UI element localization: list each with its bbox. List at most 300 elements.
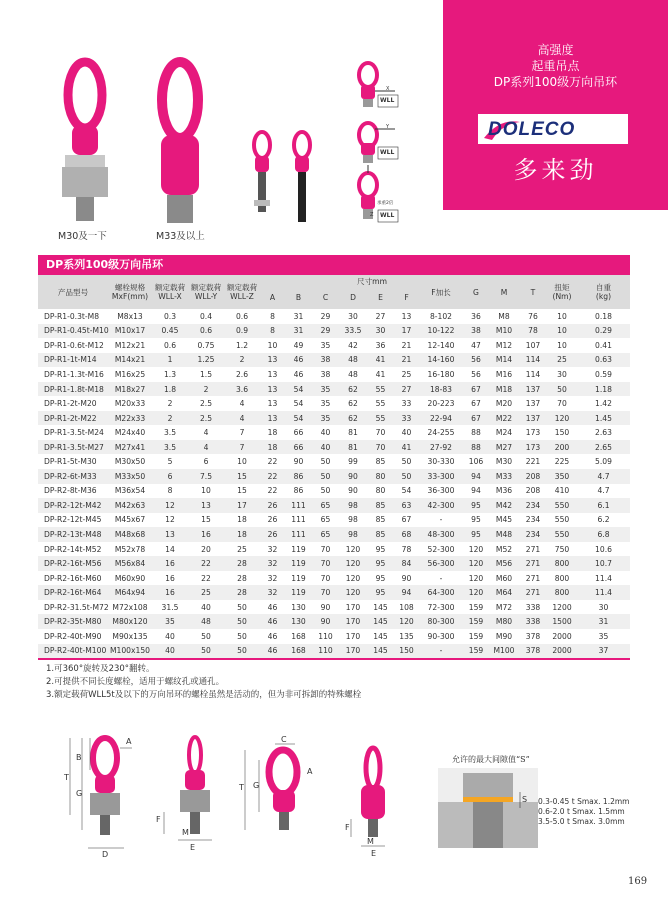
table-cell: 159	[463, 644, 489, 659]
table-cell: 42	[348, 340, 358, 350]
dim-g-3: G	[253, 781, 260, 790]
table-cell: 40	[401, 428, 412, 438]
table-cell: 0.3	[163, 311, 177, 321]
dim-m-2: M	[182, 828, 189, 837]
table-cell: 50	[224, 644, 260, 659]
table-cell: 18-83	[419, 382, 463, 397]
table-cell: 65	[312, 498, 339, 513]
table-cell: 0.45	[152, 324, 188, 339]
dimension-diagram-4	[345, 740, 425, 860]
table-cell: 168	[285, 644, 312, 659]
table-cell: 8	[260, 324, 285, 339]
table-cell: 54	[285, 382, 312, 397]
table-cell: 410	[554, 486, 570, 496]
table-cell: 70	[312, 556, 339, 571]
table-cell: 98	[348, 515, 358, 525]
table-cell: 3.5	[163, 428, 177, 438]
table-cell: 95	[471, 515, 481, 525]
table-cell: 35	[312, 411, 339, 426]
table-cell: 24-255	[427, 428, 455, 438]
table-cell: 234	[519, 527, 547, 542]
table-cell: 80	[375, 486, 386, 496]
table-cell: 107	[525, 340, 541, 350]
table-cell: 1.25	[188, 353, 224, 368]
table-cell: 46	[260, 644, 285, 659]
table-cell: DP-R1-1.8t-M18	[38, 382, 108, 397]
table-cell: 65	[320, 515, 331, 525]
table-cell: 378	[525, 631, 541, 641]
axis-y-label: Y	[386, 124, 390, 130]
table-cell: DP-R2-14t-M52	[44, 544, 102, 554]
table-cell: 800	[547, 556, 577, 571]
table-cell: M64	[489, 585, 519, 600]
table-cell: 46	[267, 602, 278, 612]
col-header-9	[357, 275, 394, 309]
table-cell: 35	[320, 340, 331, 350]
table-cell: DP-R2-16t-M64	[38, 585, 108, 600]
dim-f-4: F	[345, 823, 350, 832]
table-cell: 27	[375, 311, 386, 321]
table-cell: 119	[285, 556, 312, 571]
table-cell: 750	[554, 544, 570, 554]
table-cell: 28	[224, 556, 260, 571]
table-cell: 120	[463, 585, 489, 600]
table-cell: 80	[367, 469, 394, 484]
table-cell: -	[419, 644, 463, 659]
table-cell: 50	[320, 457, 331, 467]
col-header-16: 自重 (kg)	[577, 275, 630, 309]
table-cell: 1500	[547, 614, 577, 629]
table-cell: 159	[463, 614, 489, 629]
table-cell: 110	[318, 631, 333, 641]
table-cell: 10	[557, 311, 567, 321]
table-cell: M18x27	[108, 382, 152, 397]
dim-m-4: M	[367, 837, 374, 846]
table-cell: 66	[285, 440, 312, 455]
table-cell: 8	[167, 486, 173, 496]
table-cell: 85	[375, 515, 386, 525]
table-cell: 13	[260, 382, 285, 397]
z-note: 承重2倍	[377, 201, 394, 206]
table-cell: 2	[152, 411, 188, 426]
table-cell: 38	[463, 324, 489, 339]
table-cell: 50	[224, 614, 260, 629]
table-cell: 20	[201, 544, 211, 554]
table-cell: 35	[598, 631, 609, 641]
table-cell: 85	[367, 498, 394, 513]
table-cell: 36	[375, 340, 386, 350]
table-cell: 21	[401, 340, 412, 350]
product-image-long-bolt	[285, 130, 320, 225]
table-cell: 31	[293, 311, 304, 321]
table-cell: M18	[489, 382, 519, 397]
table-cell: DP-R2-13t-M48	[38, 527, 108, 542]
table-cell: 55	[375, 399, 386, 409]
table-cell: M8x13	[117, 311, 143, 321]
table-cell: 4	[239, 399, 245, 409]
table-cell: 33.5	[339, 324, 367, 339]
table-cell: 6	[203, 457, 209, 467]
table-cell: M24	[495, 428, 513, 438]
col-header-2: 额定载荷 WLL-X	[152, 275, 188, 309]
table-cell: 85	[367, 527, 394, 542]
table-cell: 4.7	[577, 469, 630, 484]
table-cell: 94	[463, 469, 489, 484]
table-cell: 46	[285, 353, 312, 368]
dim-e-2: E	[190, 843, 196, 852]
table-cell: 33	[394, 411, 419, 426]
table-cell: 32	[267, 544, 278, 554]
table-cell: 54	[401, 486, 412, 496]
table-cell: 1.8	[152, 382, 188, 397]
brand-name-cn: 多来劲	[513, 156, 598, 184]
wll-x-label: WLL	[380, 97, 395, 104]
table-cell: 0.75	[197, 340, 215, 350]
table-cell: M8	[498, 311, 510, 321]
table-cell: 47	[471, 340, 481, 350]
table-cell: 0.63	[577, 353, 630, 368]
axis-z-label: Z	[370, 212, 374, 218]
spec-table	[38, 275, 630, 658]
table-cell: 2000	[552, 631, 572, 641]
table-cell: 1200	[552, 602, 572, 612]
table-cell: 137	[525, 399, 541, 409]
table-cell: 800	[554, 573, 570, 583]
table-cell: 42-300	[419, 498, 463, 513]
table-cell: 208	[519, 469, 547, 484]
table-cell: 56-300	[419, 556, 463, 571]
table-cell: M22	[489, 411, 519, 426]
table-cell: 15	[237, 486, 247, 496]
table-cell: 94	[394, 585, 419, 600]
gap-val-3: Smax. 3.0mm	[572, 817, 625, 826]
table-row	[38, 513, 630, 528]
table-cell: DP-R1-2t-M22	[38, 411, 108, 426]
table-cell: M52	[495, 544, 513, 554]
table-cell: 70	[320, 573, 331, 583]
table-row	[38, 585, 630, 600]
table-cell: 31	[577, 614, 630, 629]
table-cell: M14x21	[108, 353, 152, 368]
table-cell: 98	[339, 527, 367, 542]
dim-g-1: G	[76, 789, 83, 798]
table-cell: 120	[394, 614, 419, 629]
table-cell: 6.1	[577, 498, 630, 513]
table-cell: 30	[367, 324, 394, 339]
table-cell: 32	[260, 556, 285, 571]
dim-c-3: C	[281, 735, 287, 744]
table-cell: 84	[394, 556, 419, 571]
table-cell: M80	[489, 614, 519, 629]
table-cell: 36-300	[427, 486, 455, 496]
table-cell: 111	[291, 515, 306, 525]
col-header-label: E	[378, 292, 383, 302]
table-cell: 70	[312, 585, 339, 600]
table-cell: 16	[165, 573, 175, 583]
table-cell: 90	[339, 469, 367, 484]
table-cell: DP-R2-6t-M33	[38, 469, 108, 484]
table-cell: M90	[495, 631, 513, 641]
table-cell: M48	[489, 527, 519, 542]
table-cell: 62	[339, 382, 367, 397]
table-cell: 18	[267, 428, 278, 438]
table-cell: M100	[489, 644, 519, 659]
table-cell: 550	[554, 515, 570, 525]
table-row	[38, 367, 630, 382]
table-cell: 271	[519, 585, 547, 600]
table-cell: 12	[165, 515, 175, 525]
table-cell: 6	[152, 469, 188, 484]
note-3: 3.额定载荷WLL5t及以下的万向吊环的螺栓虽然是活动的，但为非可拆卸的特殊螺栓	[46, 690, 362, 700]
col-header-13: M	[489, 275, 519, 309]
table-cell: 46	[293, 369, 304, 379]
table-cell: -	[439, 515, 443, 525]
table-cell: 145	[367, 614, 394, 629]
table-cell: 173	[519, 440, 547, 455]
table-cell: 14	[165, 544, 175, 554]
table-row	[38, 309, 630, 324]
col-header-4: 额定载荷 WLL-Z	[224, 275, 260, 309]
axis-x-label: X	[386, 86, 390, 92]
table-cell: 800	[547, 585, 577, 600]
dim-s: S	[522, 795, 528, 804]
col-header-1: 螺栓规格 MxF(mm)	[108, 275, 152, 309]
table-cell: 95	[367, 585, 394, 600]
brand-logo	[478, 114, 628, 144]
dimension-diagram-2	[150, 730, 240, 860]
table-cell: M12	[495, 340, 513, 350]
table-cell: 0.6	[235, 311, 249, 321]
table-cell: 111	[285, 498, 312, 513]
table-cell: 8-102	[429, 311, 453, 321]
table-cell: M60x90	[114, 573, 146, 583]
table-cell: 2.65	[577, 440, 630, 455]
table-cell: 550	[547, 527, 577, 542]
table-cell: 145	[367, 644, 394, 659]
dim-b-1: B	[76, 753, 82, 762]
table-cell: 54	[285, 411, 312, 426]
table-cell: 33	[401, 399, 412, 409]
table-cell: 40	[312, 440, 339, 455]
table-cell: DP-R1-3.5t-M24	[44, 428, 104, 438]
table-cell: 1.5	[199, 369, 213, 379]
table-cell: 15	[201, 515, 211, 525]
table-cell: M52x78	[114, 544, 146, 554]
table-cell: 271	[525, 544, 541, 554]
wll-y-label: WLL	[380, 149, 395, 156]
table-cell: 338	[519, 614, 547, 629]
table-cell: 95	[375, 544, 386, 554]
table-cell: 88	[471, 428, 481, 438]
table-cell: 85	[375, 457, 386, 467]
table-cell: 38	[312, 353, 339, 368]
table-cell: DP-R1-0.45t-M10	[38, 324, 108, 339]
table-cell: 26	[260, 498, 285, 513]
table-cell: 225	[554, 457, 570, 467]
table-cell: 114	[519, 353, 547, 368]
table-row	[38, 425, 630, 440]
table-cell: 6.8	[577, 527, 630, 542]
table-header-row	[38, 275, 630, 309]
table-cell: 31	[285, 324, 312, 339]
table-cell: 30-330	[427, 457, 455, 467]
table-row	[38, 411, 630, 426]
table-cell: 67	[463, 382, 489, 397]
gap-row-2	[538, 807, 625, 816]
table-cell: 159	[468, 631, 484, 641]
table-cell: 25	[547, 353, 577, 368]
table-cell: 81	[339, 440, 367, 455]
col-header-15: 扭矩 (Nm)	[547, 275, 577, 309]
dim-a-3: A	[307, 767, 313, 776]
table-cell: 6.2	[597, 515, 610, 525]
table-cell: 25	[237, 544, 247, 554]
table-row	[38, 382, 630, 397]
table-cell: 26	[267, 515, 278, 525]
table-cell: 62	[339, 411, 367, 426]
table-cell: 11.4	[577, 585, 630, 600]
table-cell: M56	[489, 556, 519, 571]
table-cell: 16	[152, 556, 188, 571]
table-cell: 5	[167, 457, 173, 467]
table-cell: 119	[291, 573, 306, 583]
table-cell: 35	[320, 399, 331, 409]
table-cell: 78	[401, 544, 412, 554]
table-cell: DP-R2-40t-M100	[38, 644, 108, 659]
table-cell: 234	[525, 515, 541, 525]
table-cell: 52-300	[427, 544, 455, 554]
table-cell: 46	[260, 614, 285, 629]
table-cell: 221	[525, 457, 541, 467]
header-line-3: DP系列100级万向吊环	[493, 75, 618, 89]
table-cell: M56x84	[108, 556, 152, 571]
table-cell: 27-92	[419, 440, 463, 455]
table-cell: M72x108	[112, 602, 148, 612]
table-cell: 119	[285, 585, 312, 600]
table-cell: 271	[525, 573, 541, 583]
col-header-8: D	[339, 275, 367, 309]
table-cell: 17	[224, 498, 260, 513]
table-cell: M10x17	[108, 324, 152, 339]
table-cell: M64x94	[108, 585, 152, 600]
table-cell: 18	[224, 527, 260, 542]
table-cell: 22	[267, 486, 278, 496]
dim-d-1: D	[102, 850, 109, 859]
table-cell: 106	[468, 457, 484, 467]
table-cell: 10	[237, 457, 247, 467]
table-cell: 170	[345, 631, 361, 641]
table-cell: M14	[489, 353, 519, 368]
table-cell: 120	[339, 585, 367, 600]
table-cell: 30	[598, 602, 609, 612]
table-cell: DP-R2-35t-M80	[38, 614, 108, 629]
product-image-short-bolt	[245, 130, 280, 225]
table-cell: M16x25	[114, 369, 146, 379]
table-cell: M30	[495, 457, 513, 467]
table-cell: 25	[401, 369, 412, 379]
table-cell: 110	[312, 644, 339, 659]
table-cell: M42	[489, 498, 519, 513]
table-cell: 170	[339, 614, 367, 629]
table-cell: 95	[375, 573, 386, 583]
table-row	[38, 542, 630, 557]
gap-title: 允许的最大间隙值“S”	[452, 755, 530, 764]
table-cell: 90	[401, 573, 412, 583]
table-cell: 2.6	[235, 369, 249, 379]
table-cell: 200	[547, 440, 577, 455]
table-row	[38, 353, 630, 368]
table-row	[38, 498, 630, 513]
table-cell: 31.5	[161, 602, 179, 612]
size-group-label: 尺寸mm	[357, 277, 387, 286]
table-cell: 35	[312, 382, 339, 397]
table-cell: 7.5	[188, 469, 224, 484]
product-image-m30	[50, 55, 120, 225]
table-cell: 56	[463, 353, 489, 368]
table-cell: 2	[188, 382, 224, 397]
table-cell: 4.7	[597, 486, 610, 496]
table-cell: 99	[348, 457, 358, 467]
table-cell: 4	[224, 411, 260, 426]
table-cell: 0.59	[595, 369, 612, 379]
table-cell: 378	[519, 644, 547, 659]
table-cell: 13	[152, 527, 188, 542]
table-cell: 81	[348, 428, 358, 438]
table-cell: 12-140	[427, 340, 455, 350]
table-cell: 7	[239, 428, 245, 438]
table-cell: 130	[291, 602, 306, 612]
table-row	[38, 556, 630, 571]
table-cell: 150	[554, 428, 570, 438]
table-cell: 2	[224, 353, 260, 368]
table-cell: 50	[547, 382, 577, 397]
table-row	[38, 571, 630, 586]
table-cell: 170	[345, 602, 361, 612]
table-cell: M27	[489, 440, 519, 455]
table-cell: 0.6	[163, 340, 177, 350]
table-cell: 54	[293, 399, 304, 409]
table-cell: -	[439, 573, 443, 583]
table-cell: 48	[188, 614, 224, 629]
note-1: 1.可360°旋转及230°翻转。	[46, 664, 155, 674]
table-cell: 338	[525, 602, 541, 612]
table-cell: DP-R1-1.3t-M16	[44, 369, 104, 379]
table-row	[38, 527, 630, 542]
table-cell: 14-160	[419, 353, 463, 368]
table-cell: 108	[399, 602, 414, 612]
table-cell: 76	[528, 311, 538, 321]
table-cell: M20	[495, 399, 513, 409]
table-cell: 30	[348, 311, 358, 321]
table-cell: 22	[260, 469, 285, 484]
table-cell: 90	[293, 457, 304, 467]
table-row	[38, 338, 630, 353]
table-cell: M60	[495, 573, 513, 583]
table-cell: M80x120	[108, 614, 152, 629]
table-cell: M27x41	[108, 440, 152, 455]
table-cell: 90	[348, 486, 358, 496]
table-cell: 10-122	[419, 324, 463, 339]
table-cell: 2.63	[595, 428, 612, 438]
gap-diagram	[438, 768, 538, 848]
table-cell: 150	[394, 644, 419, 659]
table-cell: 7	[224, 440, 260, 455]
dim-a-1: A	[126, 737, 132, 746]
table-cell: 90-300	[427, 631, 455, 641]
table-cell: 135	[399, 631, 414, 641]
table-cell: 208	[525, 486, 541, 496]
table-cell: 41	[394, 440, 419, 455]
